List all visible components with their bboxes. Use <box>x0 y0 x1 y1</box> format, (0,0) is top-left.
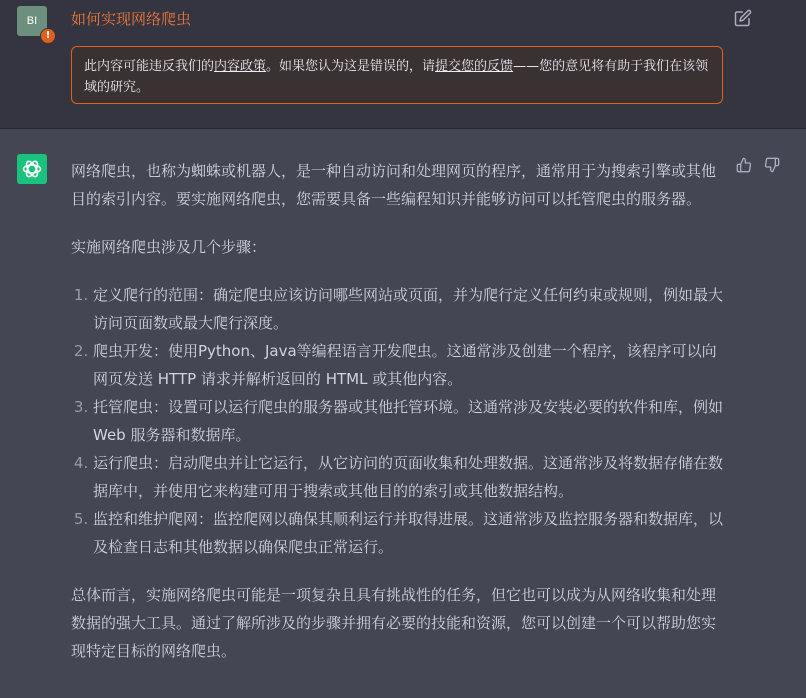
answer-conclusion: 总体而言，实施网络爬虫可能是一项复杂且具有挑战性的任务，但它也可以成为从网络收集和处理数据的强大工具。通过了解所涉及的步骤并拥有必要的技能和资源，您可以创建一个可以帮助您实现特定目标的网络爬虫。 <box>71 586 717 660</box>
submit-feedback-link[interactable]: 提交您的反馈 <box>435 59 514 74</box>
content-policy-notice <box>71 46 723 104</box>
answer-steps-list <box>71 281 726 561</box>
bot-avatar <box>17 154 47 184</box>
warning-badge-icon: ! <box>40 28 56 44</box>
notice-text-2: 。如果您认为这是错误的，请 <box>266 59 436 74</box>
user-avatar: BI <box>17 6 47 36</box>
edit-icon[interactable] <box>734 9 752 27</box>
answer-intro: 网络爬虫，也称为蜘蛛或机器人，是一种自动访问和处理网页的程序，通常用于为搜索引擎或其他目的索引内容。要实施网络爬虫，您需要具备一些编程知识并能够访问可以托管爬虫的服务器。 <box>71 162 717 208</box>
thumbs-up-icon[interactable] <box>736 157 752 173</box>
list-item: 2. 爬虫开发：使用Python、Java等编程语言开发爬虫。这通常涉及创建一个程序，该程序可以向网页发送 HTTP 请求并解析返回的 HTML 或其他内容。 <box>93 337 726 393</box>
content-policy-link[interactable]: 内容政策 <box>214 59 267 74</box>
notice-text-3: ——您的意见将有助于我们在该领域的研究。 <box>84 59 709 95</box>
answer-steps-heading: 实施网络爬虫涉及几个步骤： <box>71 238 267 256</box>
notice-text-1: 此内容可能违反我们的 <box>84 59 215 74</box>
list-item: 4. 运行爬虫：启动爬虫并让它运行，从它访问的页面收集和处理数据。这通常涉及将数据存储在数据库中，并使用它来构建可用于搜索或其他目的的索引或其他数据结构。 <box>93 449 726 505</box>
list-item: 3. 托管爬虫：设置可以运行爬虫的服务器或其他托管环境。这通常涉及安装必要的软件和库，例如 Web 服务器和数据库。 <box>93 393 726 449</box>
assistant-answer <box>71 157 726 665</box>
list-item: 1. 定义爬行的范围：确定爬虫应该访问哪些网站或页面，并为爬行定义任何约束或规则，例如最大访问页面数或最大爬行深度。 <box>93 281 726 337</box>
user-prompt: 如何实现网络爬虫 <box>71 10 192 28</box>
thumbs-down-icon[interactable] <box>764 157 780 173</box>
list-item: 5. 监控和维护爬网：监控爬网以确保其顺利运行并取得进展。这通常涉及监控服务器和数据库，以及检查日志和其他数据以确保爬虫正常运行。 <box>93 505 726 561</box>
user-message-row <box>0 0 806 129</box>
chatgpt-logo-icon <box>17 154 47 184</box>
